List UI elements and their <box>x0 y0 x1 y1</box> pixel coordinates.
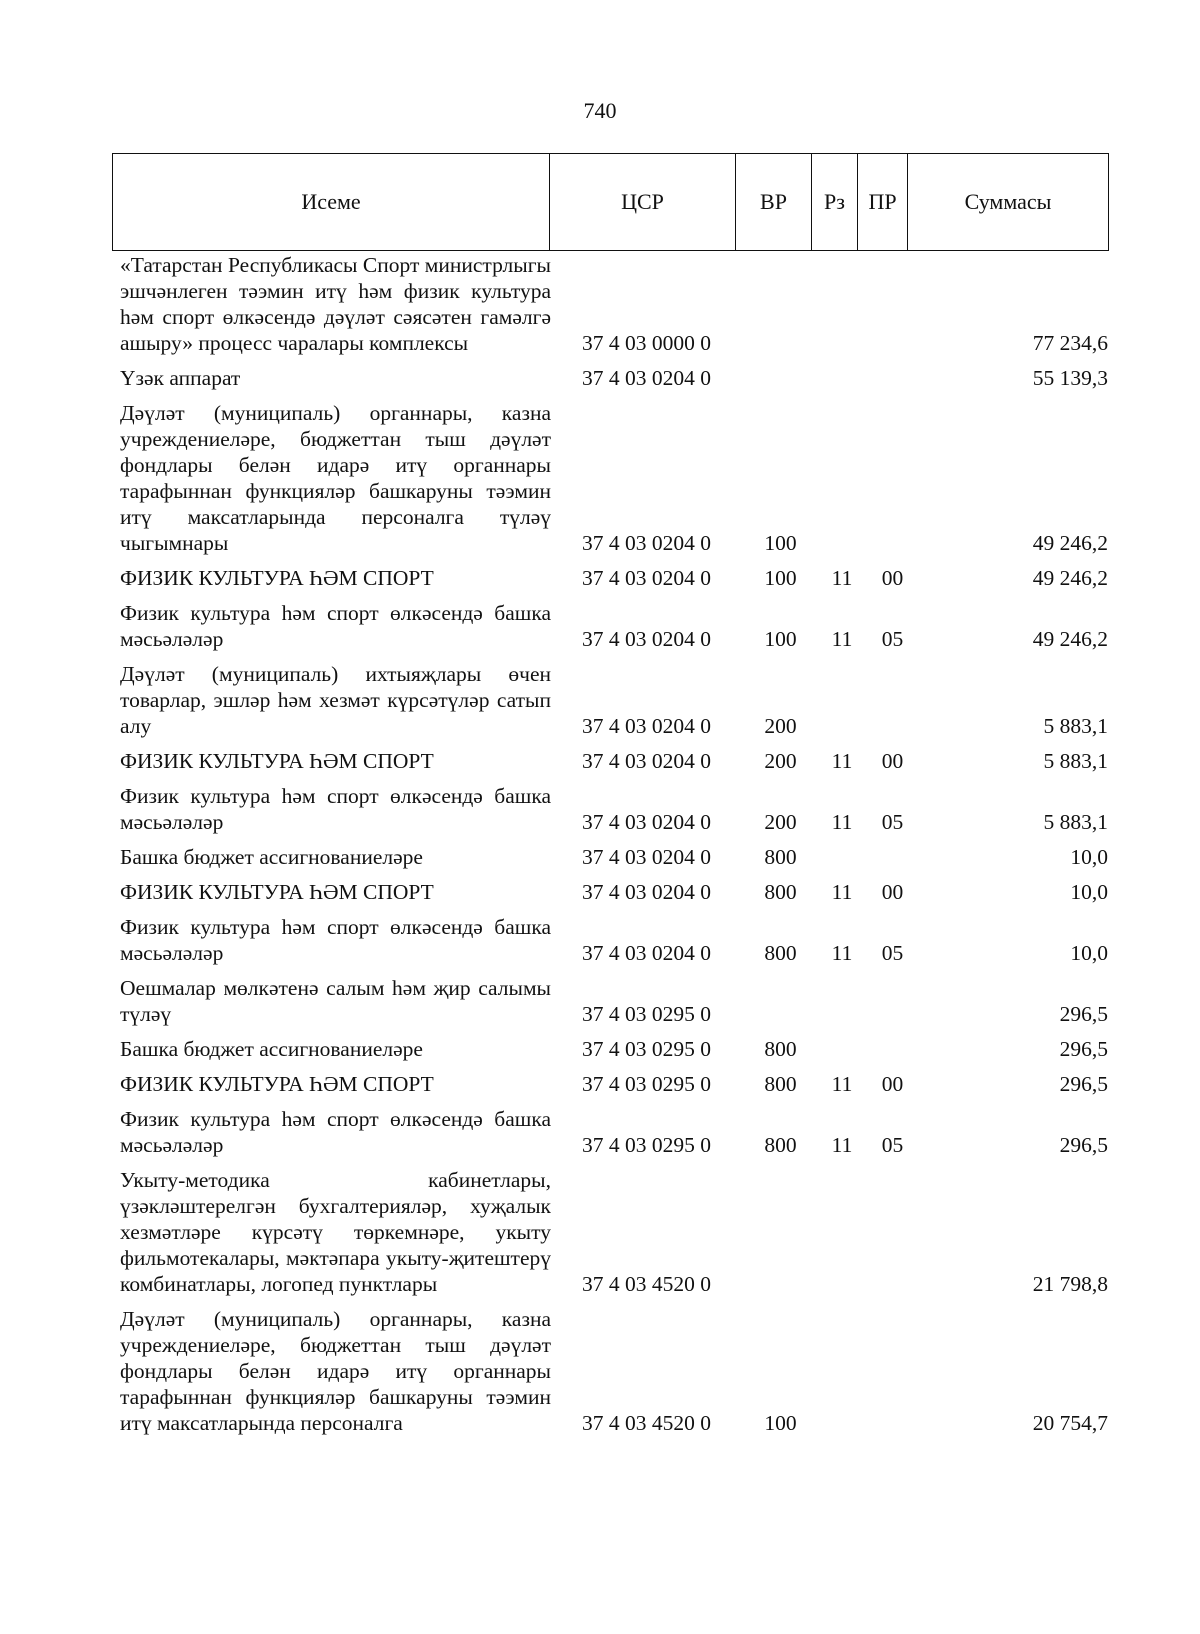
cell-rz: 11 <box>831 749 853 773</box>
cell-pr: 05 <box>881 627 904 651</box>
cell-csr: 37 4 03 0204 0 <box>582 845 711 869</box>
cell-name: Башка бюджет ассигнованиеләре <box>120 1037 423 1061</box>
cell-csr: 37 4 03 0295 0 <box>582 1072 711 1096</box>
cell-sum: 21 798,8 <box>1032 1272 1108 1296</box>
table-row <box>112 844 1108 870</box>
cell-sum: 77 234,6 <box>1032 331 1108 355</box>
table-row <box>112 661 1108 739</box>
cell-name: ФИЗИК КУЛЬТУРА ҺӘМ СПОРТ <box>120 566 434 590</box>
cell-rz: 11 <box>831 810 853 834</box>
cell-name: Укыту-методика кабинетлары, үзәкләштерелгән бухгалтерияләр, хуҗалык хезмәтләре күрсәтү төркемнәре, укыту фильмотекалары, мәктәпара укыту-җитештерү комбинатлары, логопед пунктлары <box>120 1168 551 1296</box>
cell-rz: 11 <box>831 566 853 590</box>
cell-sum: 296,5 <box>1059 1002 1108 1026</box>
cell-csr: 37 4 03 0204 0 <box>582 749 711 773</box>
table-row <box>112 1036 1108 1062</box>
cell-name: Дәүләт (муниципаль) органнары, казна учреждениеләре, бюджеттан тыш дәүләт фондлары белән идарә итү органнары тарафыннан функцияләр башкаруны тәэмин итү максатларында персоналга <box>120 1307 551 1435</box>
cell-csr: 37 4 03 0204 0 <box>582 566 711 590</box>
cell-vr: 100 <box>764 566 797 590</box>
cell-vr: 200 <box>764 749 797 773</box>
cell-sum: 49 246,2 <box>1032 627 1108 651</box>
cell-name: ФИЗИК КУЛЬТУРА ҺӘМ СПОРТ <box>120 749 434 773</box>
cell-rz: 11 <box>831 1133 853 1157</box>
cell-name: ФИЗИК КУЛЬТУРА ҺӘМ СПОРТ <box>120 880 434 904</box>
cell-vr: 100 <box>764 627 797 651</box>
cell-sum: 49 246,2 <box>1032 531 1108 555</box>
cell-sum: 5 883,1 <box>1043 749 1108 773</box>
header-rz: Рз <box>812 154 858 251</box>
cell-csr: 37 4 03 0204 0 <box>582 810 711 834</box>
cell-pr: 00 <box>881 880 904 904</box>
cell-vr: 800 <box>764 1133 797 1157</box>
cell-pr: 05 <box>881 810 904 834</box>
header-vr: ВР <box>736 154 812 251</box>
table-header <box>112 153 1109 251</box>
table-row <box>112 1306 1108 1436</box>
cell-name: Оешмалар мөлкәтенә салым һәм җир салымы түләү <box>120 976 551 1026</box>
cell-vr: 100 <box>764 1411 797 1435</box>
cell-pr: 00 <box>881 1072 904 1096</box>
cell-vr: 200 <box>764 714 797 738</box>
table-row <box>112 252 1108 356</box>
cell-csr: 37 4 03 0204 0 <box>582 714 711 738</box>
table-row <box>112 748 1108 774</box>
cell-sum: 55 139,3 <box>1032 366 1108 390</box>
table-row <box>112 975 1108 1027</box>
cell-vr: 800 <box>764 941 797 965</box>
table-row <box>112 400 1108 556</box>
cell-csr: 37 4 03 0295 0 <box>582 1037 711 1061</box>
table-row <box>112 1106 1108 1158</box>
cell-sum: 296,5 <box>1059 1133 1108 1157</box>
cell-name: ФИЗИК КУЛЬТУРА ҺӘМ СПОРТ <box>120 1072 434 1096</box>
table-row <box>112 1071 1108 1097</box>
cell-rz: 11 <box>831 1072 853 1096</box>
table-body <box>112 252 1108 1445</box>
cell-pr: 00 <box>881 749 904 773</box>
table-row <box>112 879 1108 905</box>
cell-vr: 800 <box>764 1037 797 1061</box>
cell-sum: 296,5 <box>1059 1037 1108 1061</box>
table-row <box>112 600 1108 652</box>
cell-csr: 37 4 03 0204 0 <box>582 531 711 555</box>
cell-name: Башка бюджет ассигнованиеләре <box>120 845 423 869</box>
cell-csr: 37 4 03 0204 0 <box>582 880 711 904</box>
cell-sum: 5 883,1 <box>1043 810 1108 834</box>
cell-pr: 05 <box>881 941 904 965</box>
cell-csr: 37 4 03 0204 0 <box>582 627 711 651</box>
cell-name: Физик культура һәм спорт өлкәсендә башка мәсьәләләр <box>120 1107 551 1157</box>
cell-sum: 20 754,7 <box>1032 1411 1108 1435</box>
cell-vr: 200 <box>764 810 797 834</box>
cell-name: «Татарстан Республикасы Спорт министрлыгы эшчәнлеген тәэмин итү һәм физик культура һәм спорт өлкәсендә дәүләт сәясәтен гамәлгә ашыру» процесс чаралары комплексы <box>120 253 551 355</box>
header-name: Исеме <box>113 154 550 251</box>
cell-vr: 100 <box>764 531 797 555</box>
table-row <box>112 565 1108 591</box>
cell-sum: 10,0 <box>1070 880 1108 904</box>
cell-rz: 11 <box>831 941 853 965</box>
cell-sum: 5 883,1 <box>1043 714 1108 738</box>
cell-name: Физик культура һәм спорт өлкәсендә башка мәсьәләләр <box>120 601 551 651</box>
table-row <box>112 783 1108 835</box>
cell-rz: 11 <box>831 627 853 651</box>
cell-csr: 37 4 03 0295 0 <box>582 1002 711 1026</box>
cell-csr: 37 4 03 0000 0 <box>582 331 711 355</box>
cell-csr: 37 4 03 0204 0 <box>582 366 711 390</box>
cell-name: Үзәк аппарат <box>120 366 241 390</box>
cell-name: Дәүләт (муниципаль) ихтыяҗлары өчен товарлар, эшләр һәм хезмәт күрсәтүләр сатып алу <box>120 662 551 738</box>
header-sum: Суммасы <box>908 154 1109 251</box>
cell-sum: 10,0 <box>1070 941 1108 965</box>
table-row <box>112 1167 1108 1297</box>
cell-rz: 11 <box>831 880 853 904</box>
table-row <box>112 914 1108 966</box>
cell-name: Физик культура һәм спорт өлкәсендә башка мәсьәләләр <box>120 784 551 834</box>
cell-name: Физик культура һәм спорт өлкәсендә башка мәсьәләләр <box>120 915 551 965</box>
cell-csr: 37 4 03 0295 0 <box>582 1133 711 1157</box>
page-number: 740 <box>583 98 617 123</box>
cell-vr: 800 <box>764 1072 797 1096</box>
cell-pr: 00 <box>881 566 904 590</box>
table-row <box>112 365 1108 391</box>
cell-name: Дәүләт (муниципаль) органнары, казна учреждениеләре, бюджеттан тыш дәүләт фондлары белән идарә итү органнары тарафыннан функцияләр башкаруны тәэмин итү максатларында персоналга түләү чыгымнары <box>120 401 551 555</box>
header-pr: ПР <box>858 154 908 251</box>
cell-csr: 37 4 03 4520 0 <box>582 1411 711 1435</box>
cell-sum: 296,5 <box>1059 1072 1108 1096</box>
cell-vr: 800 <box>764 845 797 869</box>
cell-pr: 05 <box>881 1133 904 1157</box>
cell-sum: 10,0 <box>1070 845 1108 869</box>
cell-csr: 37 4 03 0204 0 <box>582 941 711 965</box>
cell-sum: 49 246,2 <box>1032 566 1108 590</box>
cell-vr: 800 <box>764 880 797 904</box>
header-csr: ЦСР <box>550 154 736 251</box>
cell-csr: 37 4 03 4520 0 <box>582 1272 711 1296</box>
